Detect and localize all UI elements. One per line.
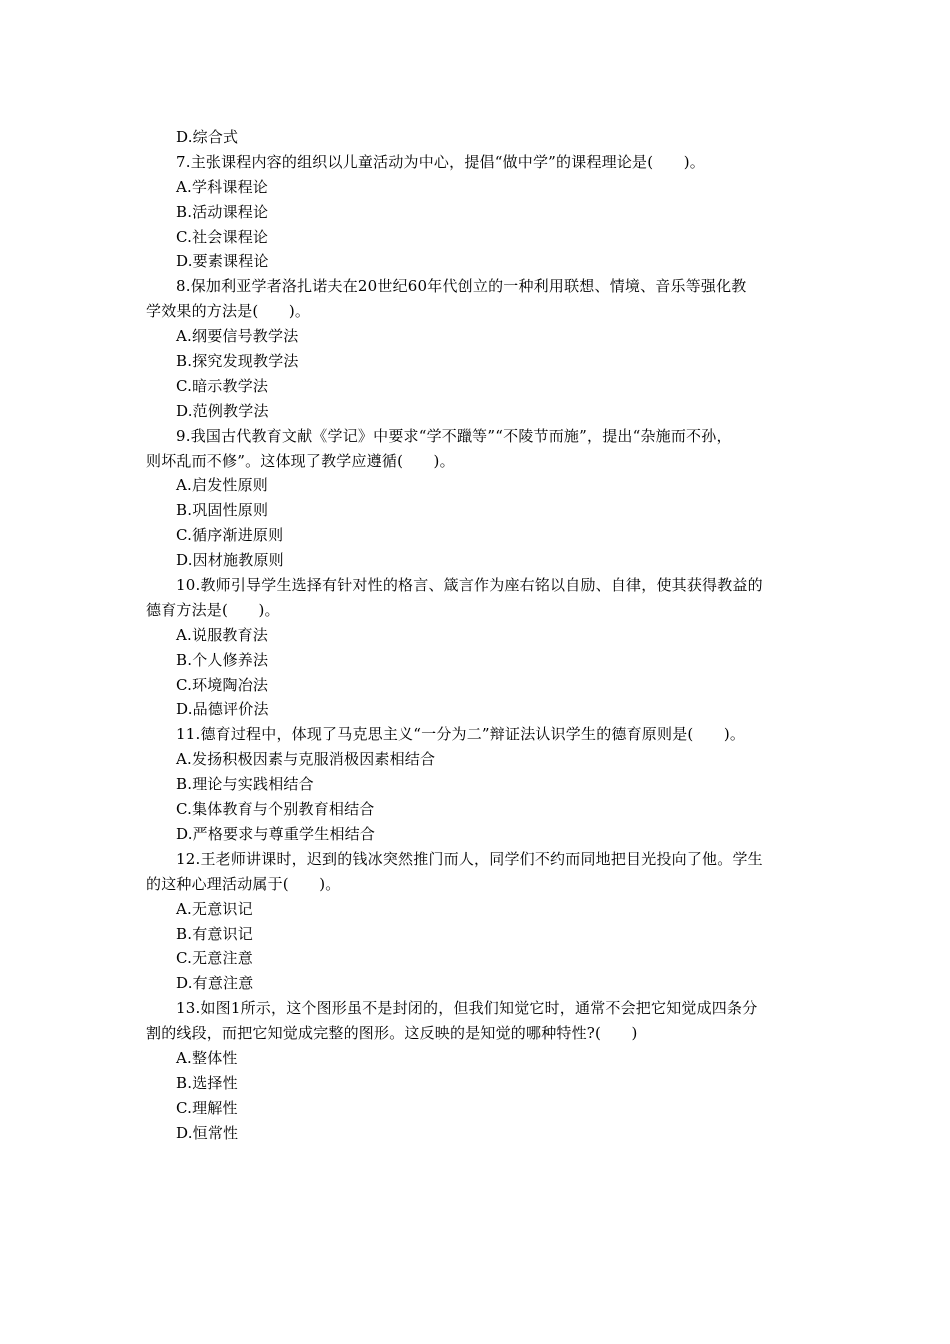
- question-7-stem: 7.主张课程内容的组织以儿童活动为中心，提倡“做中学”的课程理论是( )。: [176, 152, 705, 171]
- question-10-stem: 10.教师引导学生选择有针对性的格言、箴言作为座右铭以自励、自律，使其获得教益的: [176, 576, 763, 595]
- question-8-stem: 8.保加利亚学者洛扎诺夫在20世纪60年代创立的一种利用联想、情境、音乐等强化教: [176, 277, 747, 296]
- option-9-d: D.因材施教原则: [176, 551, 284, 570]
- question-13-stem-continued: 割的线段，而把它知觉成完整的图形。这反映的是知觉的哪种特性?( ): [146, 1024, 638, 1043]
- option-13-a: A.整体性: [176, 1048, 238, 1067]
- option-12-b: B.有意识记: [176, 924, 253, 943]
- option-10-b: B.个人修养法: [176, 650, 269, 669]
- option-12-d: D.有意注意: [176, 974, 254, 993]
- question-11-stem: 11.德育过程中，体现了马克思主义“一分为二”辩证法认识学生的德育原则是( )。: [176, 725, 746, 744]
- option-12-a: A.无意识记: [176, 899, 253, 918]
- question-10-stem-continued: 德育方法是( )。: [146, 600, 280, 619]
- option-7-b: B.活动课程论: [176, 202, 269, 221]
- option-8-c: C.暗示教学法: [176, 376, 269, 395]
- option-8-d: D.范例教学法: [176, 401, 269, 420]
- option-6-d: D.综合式: [176, 128, 239, 146]
- option-11-b: B.理论与实践相结合: [176, 775, 314, 794]
- question-9-stem-continued: 则坏乱而不修”。这体现了教学应遵循( )。: [146, 451, 455, 470]
- option-8-b: B.探究发现教学法: [176, 352, 299, 371]
- question-12-stem: 12.王老师讲课时，迟到的钱冰突然推门而人，同学们不约而同地把目光投向了他。学生: [176, 849, 763, 868]
- option-11-d: D.严格要求与尊重学生相结合: [176, 824, 376, 843]
- question-8-stem-continued: 学效果的方法是( )。: [146, 302, 311, 321]
- option-9-c: C.循序渐进原则: [176, 526, 284, 545]
- option-13-c: C.理解性: [176, 1098, 238, 1117]
- option-10-d: D.品德评价法: [176, 700, 269, 719]
- option-11-c: C.集体教育与个别教育相结合: [176, 800, 375, 819]
- option-10-a: A.说服教育法: [176, 625, 269, 644]
- option-10-c: C.环境陶冶法: [176, 675, 269, 694]
- option-7-d: D.要素课程论: [176, 252, 269, 271]
- option-12-c: C.无意注意: [176, 949, 253, 968]
- option-7-a: A.学科课程论: [176, 177, 269, 196]
- option-13-d: D.恒常性: [176, 1123, 239, 1142]
- question-list: [146, 125, 816, 1146]
- option-8-a: A.纲要信号教学法: [176, 327, 299, 346]
- option-9-a: A.启发性原则: [176, 476, 269, 495]
- question-12-stem-continued: 的这种心理活动属于( )。: [146, 874, 341, 893]
- option-9-b: B.巩固性原则: [176, 501, 269, 520]
- question-13-stem: 13.如图1所示，这个图形虽不是封闭的，但我们知觉它时，通常不会把它知觉成四条分: [176, 999, 758, 1018]
- option-13-b: B.选择性: [176, 1073, 238, 1092]
- question-9-stem: 9.我国古代教育文献《学记》中要求“学不躐等”“不陵节而施”，提出“杂施而不孙，: [176, 426, 732, 445]
- option-7-c: C.社会课程论: [176, 227, 269, 246]
- option-11-a: A.发扬积极因素与克服消极因素相结合: [176, 750, 436, 769]
